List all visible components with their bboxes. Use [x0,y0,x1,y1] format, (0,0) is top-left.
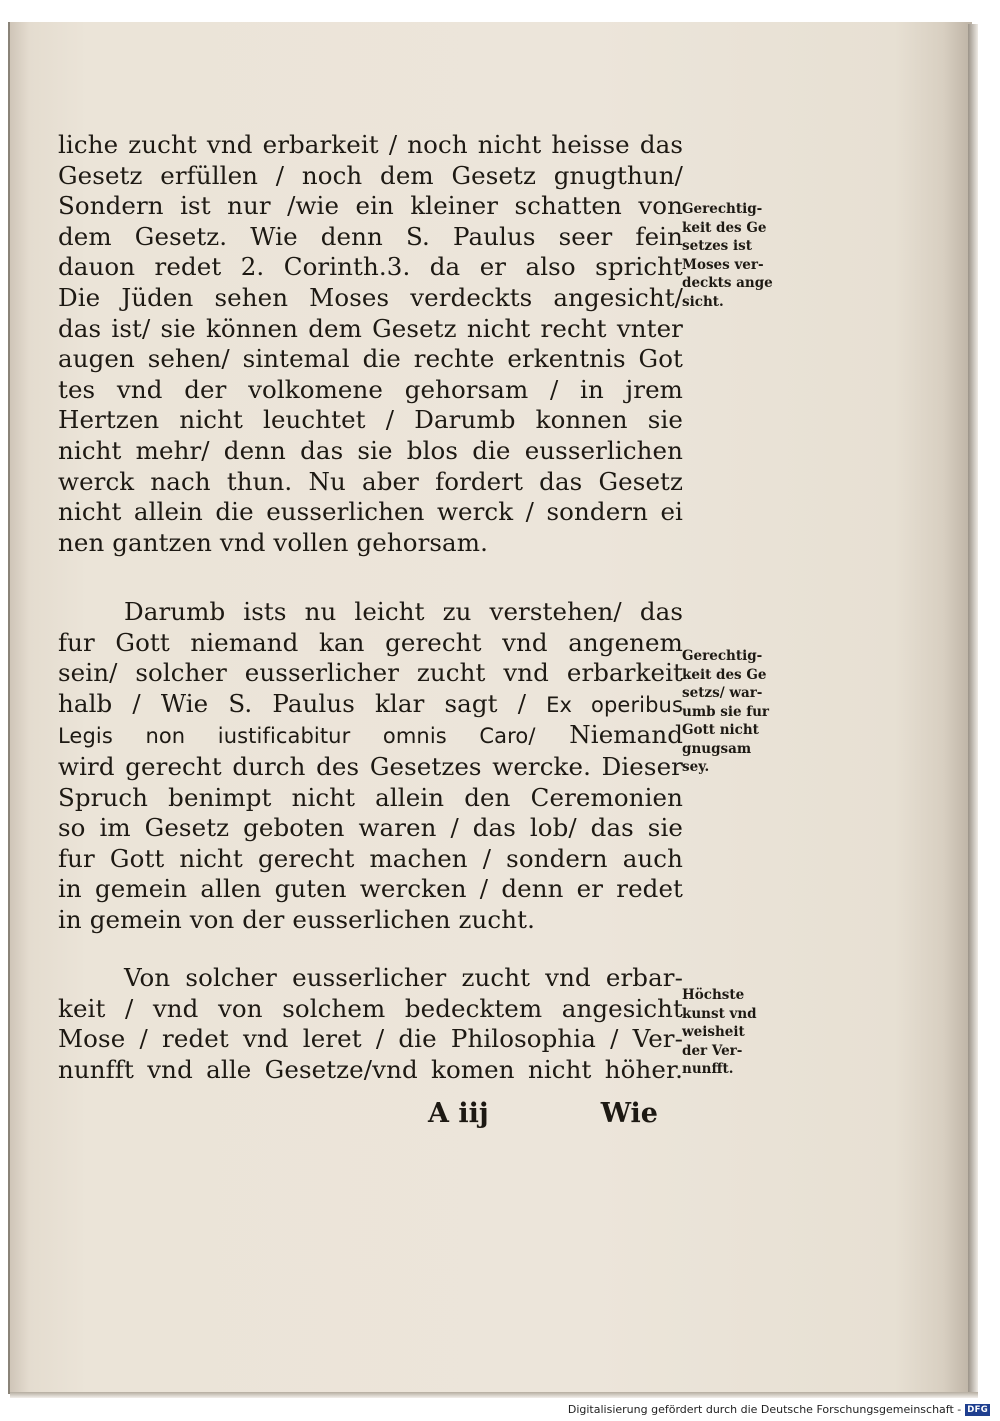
margin-line: der Ver- [682,1042,743,1059]
text-line: Spruch benimpt nicht allein den Ceremonien [58,782,683,812]
latin-quotation: Ex operibus [546,692,684,717]
text-line: liche zucht vnd erbarkeit / noch nicht heisse das [58,130,683,159]
margin-note-3 [682,986,788,1079]
dfg-logo: DFG [967,1404,988,1415]
text-line: augen sehen/ sintemal die rechte erkentnis Got [58,344,683,374]
margin-line: Höchste [682,987,745,1003]
text-line: Darumb ists nu leicht zu verstehen/ das [124,597,683,626]
credit-text: Digitalisierung gefördert durch die Deutsche Forschungsgemeinschaft - [567,1403,962,1416]
latin-quotation: Legis non iustificabitur omnis Caro/ [58,724,536,749]
paragraph-3 [58,963,683,1085]
text-segment: halb / Wie S. Paulus klar sagt / [58,688,527,718]
text-line: nicht allein die eusserlichen werck / sondern ei [58,497,683,527]
text-line: Gesetz erfüllen / noch dem Gesetz gnugthun/ [58,160,683,190]
text-line: Die Jüden sehen Moses verdeckts angesicht/ [58,282,683,312]
text-line: Sondern ist nur /wie ein kleiner schatten von [58,191,683,221]
paragraph-1 [58,130,683,558]
digitization-credit [568,1403,990,1416]
margin-line: Gerechtig- [682,201,763,217]
margin-line: nunfft. [682,1061,734,1077]
text-line: werck nach thun. Nu aber fordert das Gesetz [58,466,683,496]
text-line: sein/ solcher eusserlicher zucht vnd erbarkeit [58,658,683,688]
text-line: nen gantzen vnd vollen gehorsam. [58,527,488,557]
text-line: nunfft vnd alle Gesetze/vnd komen nicht höher. [58,1054,683,1084]
text-line: in gemein allen guten wercken / denn er redet [58,874,683,904]
page-bottom-shadow [10,1392,978,1398]
text-line-with-latin [58,689,683,721]
margin-note-2 [682,647,788,777]
text-line: in gemein von der eusserlichen zucht. [58,904,535,934]
text-line: Mose / redet vnd leret / die Philosophia / Ver- [58,1024,683,1054]
text-line: keit / vnd von solchem bedecktem angesicht [58,993,683,1023]
text-line: fur Gott nicht gerecht machen / sondern auch [58,843,683,873]
margin-line: Gerechtig- [682,648,763,664]
text-line: dauon redet 2. Corinth.3. da er also spricht [58,252,683,282]
margin-note-1 [682,200,788,311]
text-line-with-latin [58,720,683,752]
margin-line: keit des Ge [682,219,767,236]
text-line: wird gerecht durch des Gesetzes wercke. Dieser [58,751,683,781]
margin-line: deckts ange [682,275,773,291]
text-segment: Niemand [569,720,684,750]
text-line: tes vnd der volkomene gehorsam / in jrem [58,374,683,404]
margin-line: Gott nicht [682,722,759,738]
text-line: Von solcher eusserlicher zucht vnd erbar- [124,963,683,992]
margin-line: kunst vnd [682,1005,757,1022]
text-line: nicht mehr/ denn das sie blos die eusserlichen [58,435,683,465]
paragraph-2 [58,597,683,936]
page-edge-shadow [968,24,978,1392]
margin-line: weisheit [682,1024,745,1040]
text-line: dem Gesetz. Wie denn S. Paulus seer fein [58,221,683,251]
margin-line: gnugsam [682,740,752,757]
text-line: so im Gesetz geboten waren / das lob/ das sie [58,813,683,843]
margin-line: sicht. [682,293,724,310]
text-line: Hertzen nicht leuchtet / Darumb konnen sie [58,405,683,435]
margin-line: setzes ist [682,238,752,254]
margin-line: sey. [682,759,710,775]
catchword: Wie [600,1098,658,1129]
text-line: das ist/ sie können dem Gesetz nicht recht vnter [58,313,683,343]
margin-line: umb sie fur [682,703,769,720]
margin-line: Moses ver- [682,256,764,273]
signature-mark: A iij [428,1098,489,1129]
margin-line: setzs/ war- [682,685,763,701]
margin-line: keit des Ge [682,666,767,683]
text-line: fur Gott niemand kan gerecht vnd angenem [58,627,683,657]
